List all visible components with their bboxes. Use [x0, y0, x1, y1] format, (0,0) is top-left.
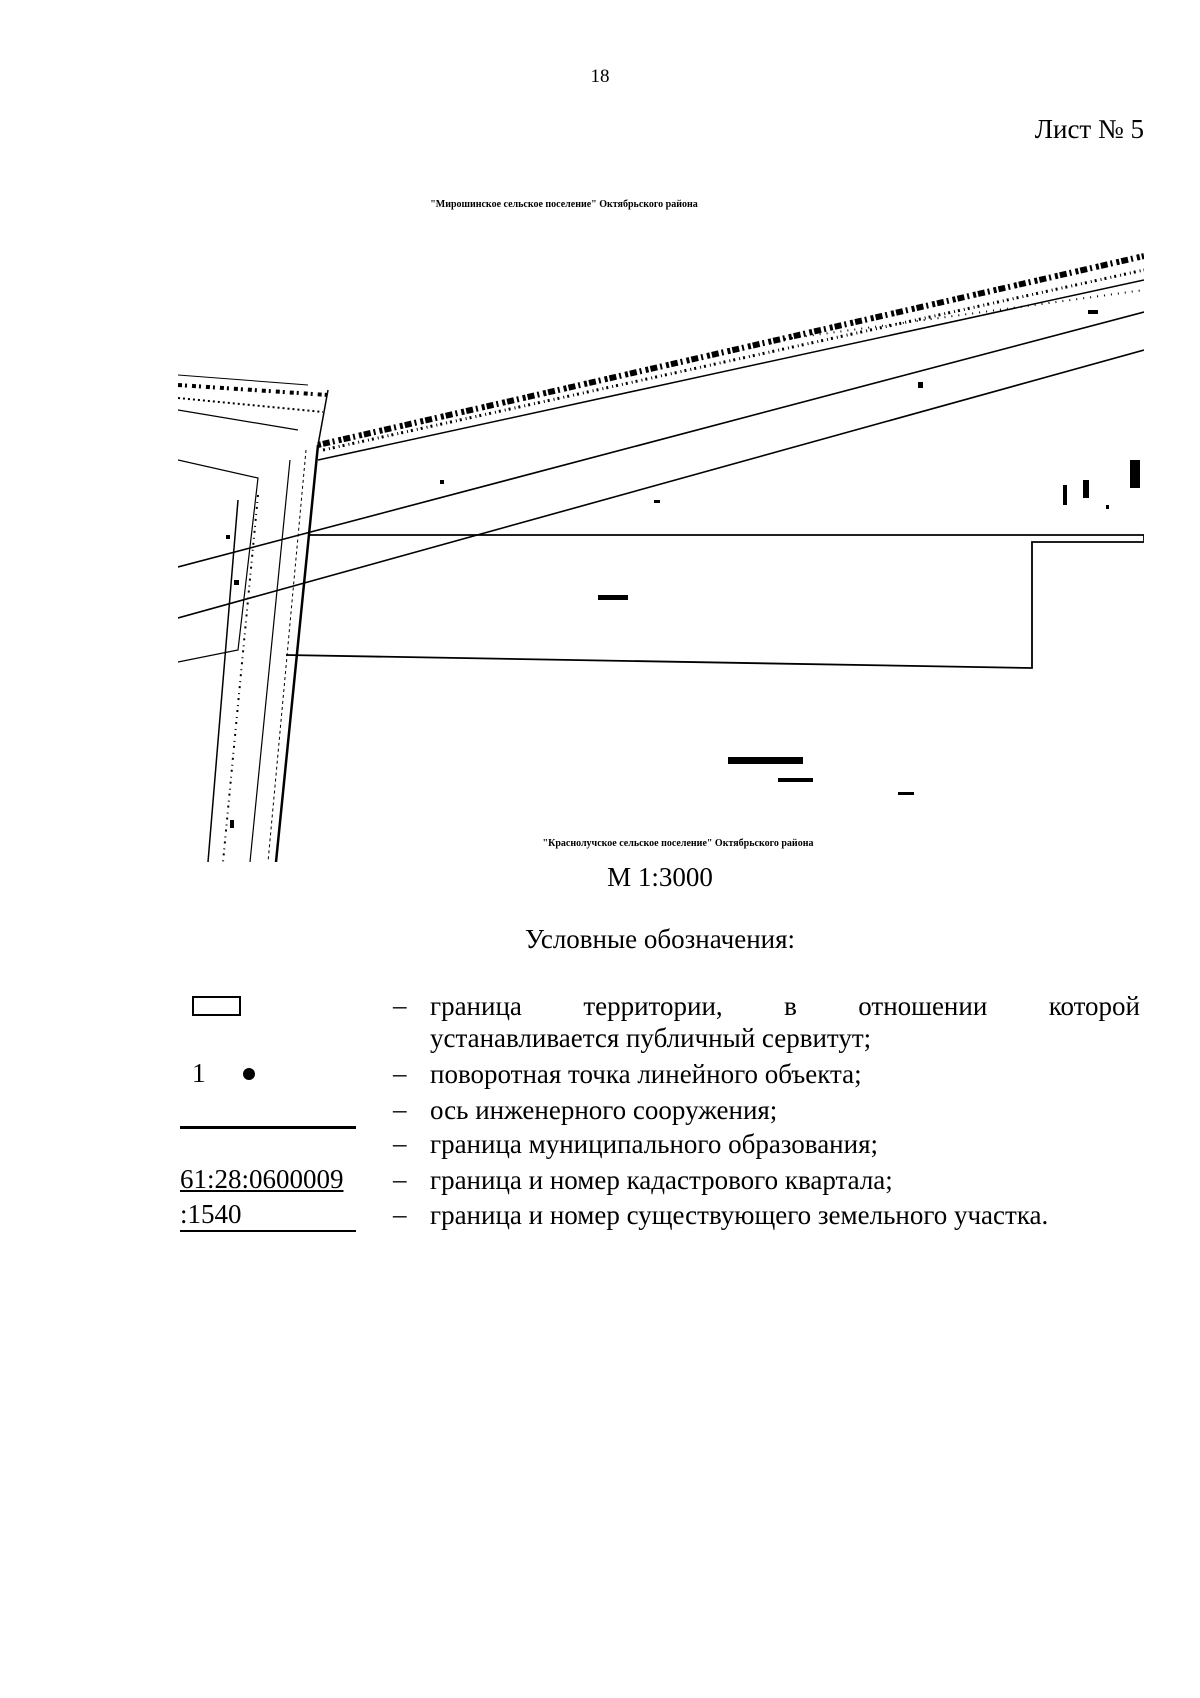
map-bottom-caption: "Краснолучское сельское поселение" Октябрьского района: [542, 838, 814, 849]
vertical-road: [208, 445, 318, 862]
boundary-line-icon: [180, 1126, 356, 1129]
legend-text: граница и номер кадастрового квартала;: [430, 1165, 893, 1195]
cadastral-quarter-label-smudge: [728, 757, 803, 764]
axis-lines: [178, 312, 1144, 618]
legend-item-turning-point: [0, 1058, 1200, 1094]
legend-text: граница и номер существующего земельного участка.: [430, 1200, 1049, 1230]
legend-item-municipal-boundary: [0, 1128, 1200, 1164]
legend-dash: –: [393, 1199, 407, 1229]
cadastral-quarter-number: 61:28:0600009: [180, 1164, 344, 1194]
legend-dash: –: [393, 1094, 407, 1124]
map-svg: [178, 180, 1144, 862]
legend-item-servitude-cont: [0, 1022, 1200, 1058]
sheet-label: Лист № 5: [1034, 114, 1144, 144]
legend-text: поворотная точка линейного объекта;: [430, 1059, 862, 1089]
map-drawing: [178, 180, 1144, 862]
legend-item-land-parcel: [0, 1199, 1200, 1235]
point-dot-icon: [243, 1068, 255, 1080]
legend-dash: –: [393, 990, 407, 1020]
legend-dash: –: [393, 1164, 407, 1194]
legend-text: граница муниципального образования;: [430, 1129, 879, 1159]
legend-item-cadastral-quarter: [0, 1164, 1200, 1200]
parcel-underline-icon: [180, 1230, 356, 1232]
map-scale: М 1:3000: [607, 862, 713, 892]
left-parcels: [178, 410, 298, 662]
servitude-boundary: [286, 535, 1144, 668]
road-band: [178, 256, 1144, 460]
legend-item-servitude: [0, 990, 1200, 1026]
map-top-caption: "Мирошинское сельское поселение" Октябрьского района: [430, 199, 698, 210]
legend-text: ось инженерного сооружения;: [430, 1095, 778, 1125]
legend-item-engineering-axis: [0, 1094, 1200, 1130]
legend-text-line1: граница территории, в отношении которой: [430, 991, 1140, 1021]
rectangle-symbol-icon: [192, 996, 241, 1016]
legend-dash: –: [393, 1058, 407, 1088]
page-number: 18: [590, 66, 610, 87]
point-number-label: 1: [192, 1058, 206, 1088]
legend-title: Условные обозначения:: [524, 924, 796, 954]
parcel-number: :1540: [180, 1199, 242, 1229]
legend-dash: –: [393, 1128, 407, 1158]
legend-text-line2: устанавливается публичный сервитут;: [430, 1023, 872, 1053]
map-noise: [226, 310, 1140, 828]
